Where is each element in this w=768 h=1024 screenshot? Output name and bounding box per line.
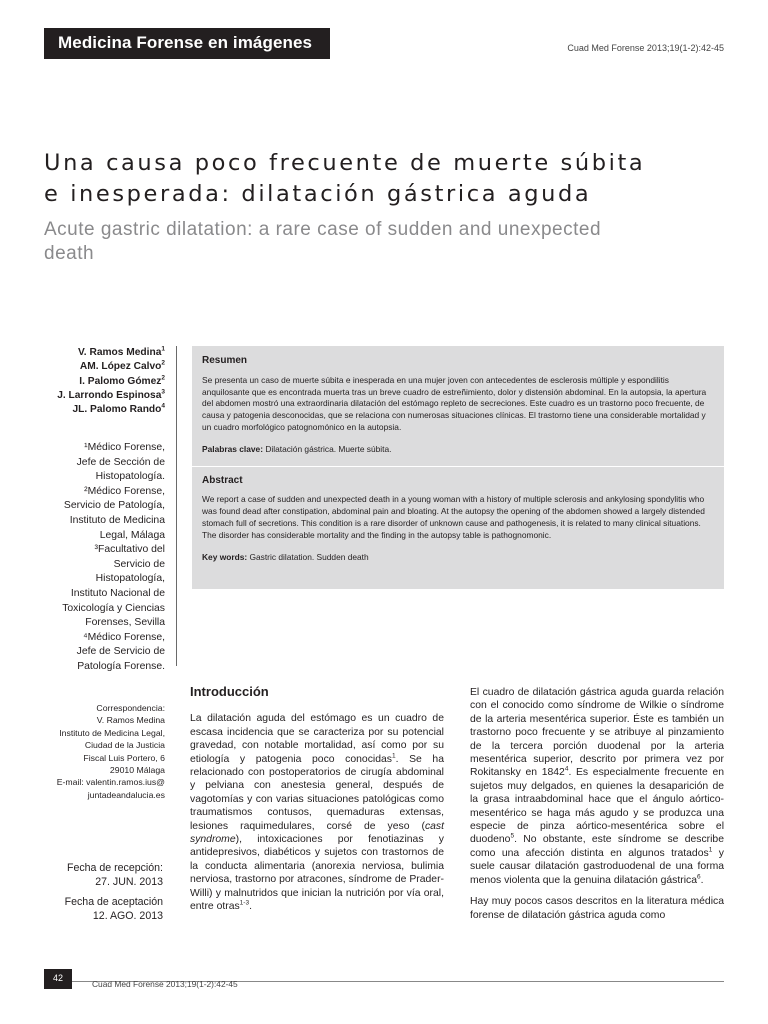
resumen-heading: Resumen (202, 355, 248, 366)
resumen-text: Se presenta un caso de muerte súbita e inesperada en una mujer joven con antecedentes de esclerosis múltiple y espondilitis anquilosante que es encontrada muerta tras un breve cuadro de estreñimiento, dolor y distensión abdominal. En la autopsia, la apertura del abdomen mostró una extraordinaria dilatación del estómago repleto de secreciones. Este cuadro es un trastorno poco frecuente, de causa y patogenia desconocidas, que se relaciona con numerosas situaciones clínicas. El trastorno tiene una considerable mortalidad y un cuadro morfológico patognomónico en la autopsia. (202, 374, 707, 432)
footer-citation: Cuad Med Forense 2013;19(1-2):42-45 (92, 979, 238, 989)
affiliation-line: Servicio de Patología, (63, 500, 165, 512)
correspondence-line: Ciudad de la Justicia (84, 740, 165, 751)
correspondence-line: 29010 Málaga (109, 765, 165, 776)
body-paragraph: El cuadro de dilatación gástrica aguda guarda relación con el conocido como síndrome de Wilkie o síndrome de la arteria mesentérica superior. Éste es también un trastorno poco frecuente y se atribuye al pinzamiento de la tercera porción duodenal por la arteria mesentérica superior, descrito por primera vez por Rokitansky en 1842$^4$. Es especialmente frecuente en sujetos muy delgados, en quienes la desaparición de la grasa intraabdominal hace que el ángulo aórtico-mesentérico se haga más agudo y se produzca una especie de pinza aórtico-mesentérica sobre el duodeno$^5$. No obstante, este síndrome se describe como una afección distinta en algunos tratados$^1$ y suele causar dilatación gastroduodenal de una forma menos violenta que la genuina dilatación gástrica$^6$. (470, 687, 724, 886)
key-words: Key words: Gastric dilatation. Sudden death (202, 551, 369, 562)
affiliation-line: Jefe de Servicio de (76, 646, 165, 658)
subtitle-line-2: death (44, 243, 95, 264)
received-date (20, 862, 163, 889)
abstract-heading: Abstract (202, 474, 243, 486)
affiliation-line: Forenses, Sevilla (85, 617, 165, 629)
intro-column (190, 685, 444, 914)
affiliation-line: Instituto Nacional de (70, 587, 165, 599)
article-dates (20, 862, 163, 930)
intro-paragraph: La dilatación aguda del estómago es un cuadro de escasa incidencia que se caracteriza por su potencial gravedad, con notable mortalidad, así como por su etiología y patogenia poco conocidas$^1$. Se ha relacionado con postoperatorios de cirugía abdominal y pelviana con anestesia general, después de vagotomías y con varias situaciones patológicas como traumatismos contusos, quemaduras extensas, lesiones raquimedulares, corsé de yeso (cast syndrome), intoxicaciones por fenotiazinas y antidepresivos, diabéticos y sujetos con trastornos de la conducta alimentaria (anorexia nerviosa, bulimia nerviosa, trastorno por atracones, síndrome de Prader-Willi) y malnutridos que inician la nutrición por vía oral, entre otras$^{1-3}$. (190, 713, 444, 913)
correspondence-line: Correspondencia: (96, 703, 165, 713)
column-divider (176, 346, 177, 666)
article-title (44, 148, 734, 210)
second-column (470, 686, 724, 930)
title-line-2: e inesperada: dilatación gástrica aguda (44, 181, 592, 207)
author: AM. López Calvo$^2$ (79, 359, 165, 373)
affiliation-line: ²Médico Forense, (84, 485, 165, 497)
accepted-label: Fecha de aceptación (64, 896, 163, 908)
journal-citation: Cuad Med Forense 2013;19(1-2):42-45 (567, 43, 724, 53)
affiliation-line: Instituto de Medicina (69, 514, 165, 526)
correspondence-email[interactable]: juntadeandalucia.es (87, 789, 165, 800)
page-number: 42 (44, 969, 72, 989)
abstract-text: We report a case of sudden and unexpected death in a young woman with a history of multiple sclerosis and ankylosing spondylitis who was found dead after constipation, abdominal pain and bloating. At the autopsy the opening of the abdomen showed a largely distended stomach full of secretions. This condition is a rare disorder of unknown cause and pathogenesis, it is related to many clinical situations. The disorder has considerable mortality and the finding in the autopsy table is pathognomonic. (202, 494, 705, 540)
author: JL. Palomo Rando$^4$ (72, 402, 165, 416)
author: I. Palomo Gómez$^2$ (79, 374, 165, 387)
section-header: Medicina Forense en imágenes (44, 28, 330, 59)
author: J. Larrondo Espinosa$^3$ (57, 388, 165, 401)
affiliations (20, 441, 165, 675)
palabras-clave: Palabras clave: Dilatación gástrica. Muerte súbita. (202, 443, 392, 454)
intro-heading: Introducción (190, 684, 269, 699)
accepted-date (20, 896, 163, 923)
article-subtitle (44, 218, 734, 266)
correspondence-line: V. Ramos Medina (96, 715, 165, 726)
abstract-box (192, 346, 724, 589)
affiliation-line: Patología Forense. (77, 660, 165, 672)
title-line-1: Una causa poco frecuente de muerte súbita (44, 150, 646, 176)
affiliation-line: ³Facultativo del (94, 544, 165, 556)
correspondence-email[interactable]: E-mail: valentin.ramos.ius@ (56, 777, 165, 788)
affiliation-line: Legal, Málaga (99, 529, 165, 541)
affiliation-line: Histopatología, (95, 573, 165, 585)
correspondence-line: Instituto de Medicina Legal, (59, 727, 165, 738)
affiliation-line: Servicio de (113, 558, 165, 570)
received-label: Fecha de recepción: (67, 862, 163, 874)
abstract-divider (192, 466, 724, 467)
affiliation-line: Toxicología y Ciencias (62, 602, 165, 614)
affiliation-line: ⁴Médico Forense, (83, 631, 165, 643)
correspondence-line: Fiscal Luis Portero, 6 (83, 752, 165, 763)
author: V. Ramos Medina$^1$ (77, 345, 165, 358)
accepted-value: 12. AGO. 2013 (92, 909, 163, 922)
subtitle-line-1: Acute gastric dilatation: a rare case of sudden and unexpected (44, 219, 602, 240)
affiliation-line: Jefe de Sección de (76, 456, 165, 468)
correspondence (20, 702, 165, 801)
received-value: 27. JUN. 2013 (95, 875, 163, 888)
affiliation-line: Histopatología. (95, 471, 165, 483)
affiliation-line: ¹Médico Forense, (84, 442, 165, 453)
body-paragraph: Hay muy pocos casos descritos en la literatura médica forense de dilatación gástrica aguda como (470, 896, 724, 921)
author-list (28, 346, 165, 417)
